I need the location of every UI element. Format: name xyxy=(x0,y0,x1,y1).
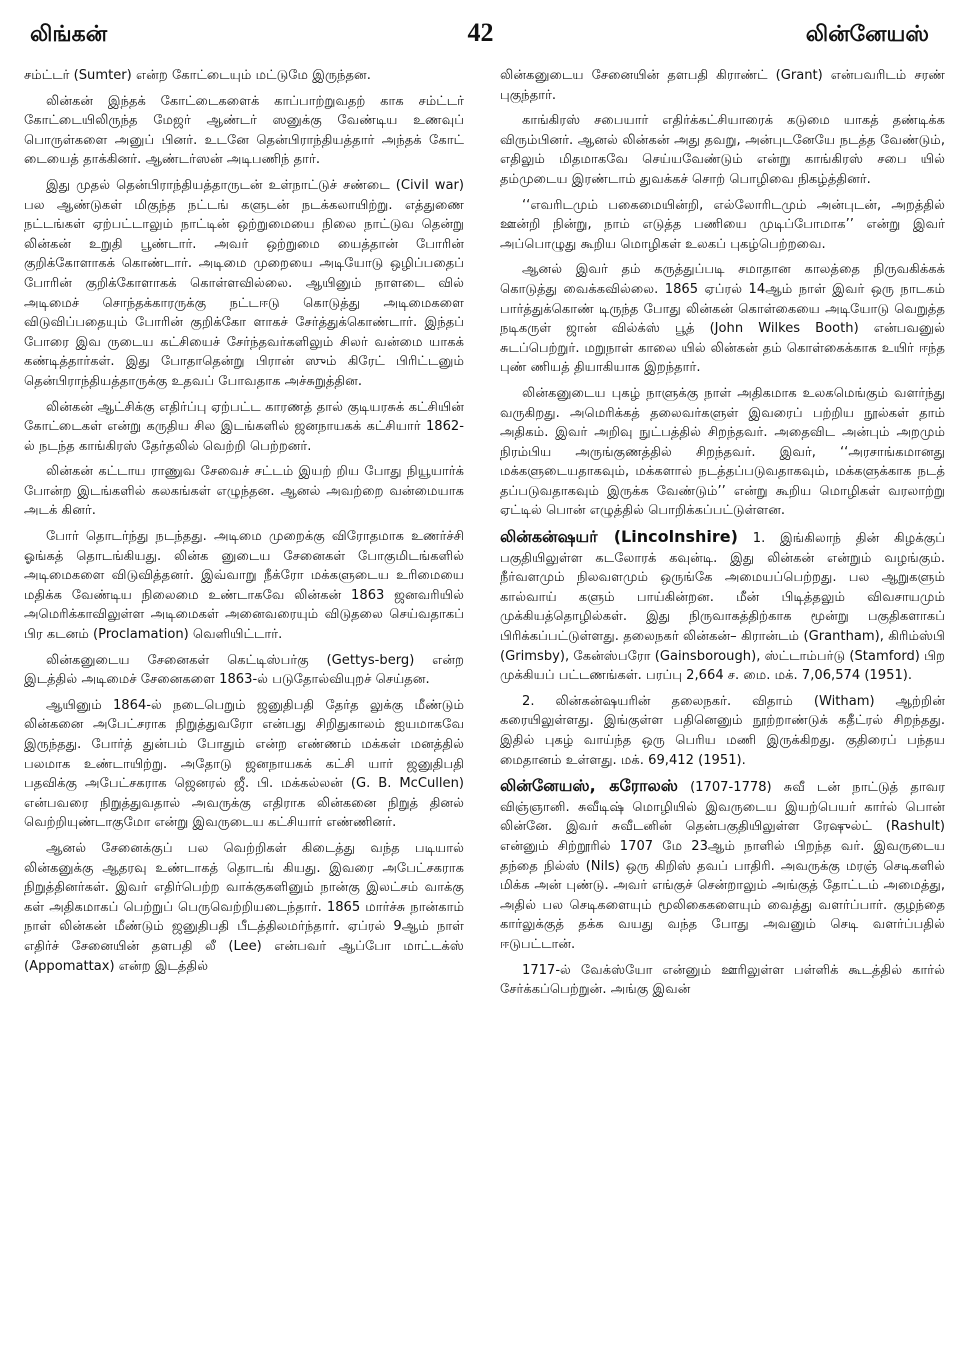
right-column xyxy=(500,66,945,1351)
paragraph: லின்கனுடைய புகழ் நாளுக்கு நாள் அதிகமாக உலகமெங்கும் வளர்ந்து வருகிறது. அமெரிக்கத் தலைவர்களுள் இவரைப் பற்றிய நூல்கள் தாம் அதிகம். இவர் அறிவு நுட்பத்தில் சிறந்தவர். அதைவிட அன்பும் அறமும் நிரம்பிய அருங்குணத்தில் சிறந்தவர். இவர், ‘‘அரசாங்கமானது மக்களுடையதாகவும், மக்களால் நடத்தப்படுவதாகவும், மக்களுக்காக நடத் தப்படுவதாகவும் இருக்க வேண்டும்’’ என்று கூறிய மொழிகள் வரலாற்று ஏட்டில் பொன் எழுத்தில் பொறிக்கப்பட்டுள்ளன. xyxy=(500,385,945,519)
running-head-right: லின்னேயஸ் xyxy=(805,22,929,47)
paragraph: லின்கன் இந்தக் கோட்டைகளைக் காப்பாற்றுவதற் காக சம்ட்டர் கோட்டையிலிருந்த மேஜர் ஆண்டர் ஸனுக்கு வேண்டிய உணவுப் பொருள்களை அனுப் பினர். உடனே தென்பிராந்தியத்தார் அந்தக் கோட் டையைத் தாக்கினர். ஆண்டர்ஸன் அடிபணிந் தார். xyxy=(24,93,464,168)
paragraph: லின்கனுடைய சேனைகள் கெட்டிஸ்பர்கு (Gettys-berg) என்ற இடத்தில் அடிமைச் சேனைகளை 1863-ல் படுதோல்வியுறச் செய்தன. xyxy=(24,652,464,688)
paragraph: 2. லின்கன்ஷயரின் தலைநகர். விதாம் (Witham) ஆற்றின் கரையிலுள்ளது. இங்குள்ள பதினெனும் நூற்றாண்டுக் கதீட்ரல் சிறந்தது. இதில் புகழ் வாய்ந்த ஒரு பெரிய மணி இருக்கிறது. குதிரைப் பந்தய மைதானம் உள்ளது. மக். 69,412 (1951). xyxy=(500,693,945,768)
page-header xyxy=(22,18,939,58)
paragraph: சம்ட்டர் (Sumter) என்ற கோட்டையும் மட்டுமே இருந்தன. xyxy=(24,68,371,83)
paragraph: ஆனல் இவர் தம் கருத்துப்படி சமாதான காலத்தை நிருவகிக்கக் கொடுத்து வைக்கவில்லை. 1865 ஏப்ரல் 14ஆம் நாள் இவர் ஒரு நாடகம் பார்த்துக்கொண் டிருந்த போது லின்கன் கொள்கையை அடியோடு வெறுத்த நடிகருள் ஜான் வில்க்ஸ் பூத் (John Wilkes Booth) என்பவனுல் சுடப்பெற்றுர். மறுநாள் காலை யில் லின்கன் தம் கொள்கைக்காக உயிர் ஈந்த புண் ணியத் தியாகியாக இறந்தார். xyxy=(500,262,945,376)
paragraph: லின்கன் ஆட்சிக்கு எதிர்ப்பு ஏற்பட்ட காரணத் தால் குடியரசுக் கட்சியின் கோட்டைகள் என்று கருதிய சில இடங்களில் ஜனநாயகக் கட்சியார் 1862-ல் நடந்த காங்கிரஸ் தேர்தலில் வெற்றி பெற்றனர். xyxy=(24,399,464,454)
paragraph: போர் தொடர்ந்து நடந்தது. அடிமை முறைக்கு விரோதமாக உணர்ச்சி ஓங்கத் தொடங்கியது. லின்க னுடைய சேனைகள் போகுமிடங்களில் அடிமைகளை விடுவித்தனர். இவ்வாறு நீக்ரோ மக்களுடைய உரிமையை மதிக்க வேண்டிய நிலைமை உண்டாகவே லின்கன் 1863 ஜனவரியில் அமெரிக்காவிலுள்ள அடிமைகள் அனைவரையும் விடுதலை செய்வதாகப் பிர கடனம் (Proclamation) வெளியிட்டார். xyxy=(24,529,464,643)
left-column xyxy=(24,66,464,1351)
paragraph: காங்கிரஸ் சபையார் எதிர்க்கட்சியாரைக் கடுமை யாகத் தண்டிக்க விரும்பினர். ஆனல் லின்கன் அது தவறு, அன்புடனேயே நடத்த வேண்டும், எதிலும் மிதமாகவே செய்யவேண்டும் என்று காங்கிரஸ் சபை யில் தம்முடைய இரண்டாம் துவக்கச் சொற் பொழிவை நிகழ்த்தினர். xyxy=(500,113,945,187)
entry-text: 1. இங்கிலாந் தின் கிழக்குப் பகுதியிலுள்ள கடலோரக் கவுன்டி. இது லின்கன் என்றும் வழங்கும். நீர்வளமும் நிலவளமும் ஒருங்கே அமையப்பெற்றது. பல ஆறுகளும் கால்வாய் களும் பாய்கின்றன. மீன் பிடித்தலும் விவசாயமும் முக்கியத்தொழில்கள். இது நிருவாகத்திற்காக மூன்று பகுதிகளாகப் பிரிக்கப்பட்டுள்ளது. தலைநகர் லின்கன்– கிரான்டம் (Grantham), கிரிம்ஸ்பி (Grimsby), கேன்ஸ்பரோ (Gainsborough), ஸ்ட்டாம்பர்டு (Stamford) பிற முக்கியப் பட்டணங்கள். பரப்பு 2,664 ச. மை. மக். 7,06,574 (1951). xyxy=(500,531,945,684)
paragraph: இது முதல் தென்பிராந்தியத்தாருடன் உள்நாட்டுச் சண்டை (Civil war) பல ஆண்டுகள் மிகுந்த நட்டங் களுடன் நடக்கலாயிற்று. எத்துணை நட்டங்கள் ஏற்பட்டாலும் நாட்டின் ஒற்றுமையை நிலை நாட்டுவ தென்று லின்கன் உறுதி பூண்டார். அவர் ஒற்றுமை யைத்தான் போரின் குறிக்கோளாகக் கொண்டார். அடிமை முறையை அடியோடு ஒழிப்பதைப் போரின் குறிக்கோளாகக் கொள்ளவில்லை. ஆயினும் நாளடை வில் அடிமைச் சொந்தக்காரருக்கு நட்டஈடு கொடுத்து அடிமைகளை விடுவிப்பதையும் போரின் குறிக்கோ ளாகச் சேர்த்துக்கொண்டார். இந்தப் போரை இவ ருடைய கட்சியைச் சேர்ந்தவர்களிலும் சிலர் வன்மை யாகக் கண்டித்தார்கள். இது போதாதென்று பிரான் ஸும் கிரேட் பிரிட்டனும் தென்பிராந்தியத்தாருக்கு உதவப் போவதாக அச்சுறுத்தின. xyxy=(24,177,464,389)
paragraph: ஆயினும் 1864-ல் நடைபெறும் ஜனுதிபதி தேர்த லுக்கு மீண்டும் லின்கனை அபேட்சராக நிறுத்துவரோ என்பது சிறிதுகாலம் ஐயமாகவே இருந்தது. போர்த் துன்பம் போதும் என்ற எண்ணம் மக்கள் மனத்தில் பலமாக உண்டாயிற்று. அதோடு ஜனநாயகக் கட்சி யார் ஜனுதிபதி பதவிக்கு அபேட்சகராக ஜெனரல் ஜீ. பி. மக்கல்லன் (G. B. McCullen) என்பவரை நிறுத்துவதால் அவருக்கு எதிராக லின்கனை நிறுத் தினல் வெற்றியுண்டாகுமோ என்று இவருடைய கட்சியார் எண்ணினர். xyxy=(24,697,464,831)
entry-headword: லின்னேயஸ், கரோலஸ் xyxy=(500,776,678,796)
entry-linnaeus xyxy=(500,776,945,954)
paragraph: லின்கனுடைய சேனையின் தளபதி கிராண்ட் (Grant) என்பவரிடம் சரண் புகுந்தார். xyxy=(500,68,945,103)
entry-lincolnshire xyxy=(500,527,945,686)
paragraph: 1717-ல் வேக்ஸ்யோ என்னும் ஊரிலுள்ள பள்ளிக் கூடத்தில் கார்ல் சேர்க்கப்பெற்றுன். அங்கு இவன் xyxy=(500,962,945,998)
page-number: 42 xyxy=(467,18,494,47)
entry-headword: லின்கன்ஷயர் (Lincolnshire) xyxy=(500,527,738,547)
entry-text: (1707-1778) சுவீ டன் நாட்டுத் தாவர விஞ்ஞானி. சுவீடிஷ் மொழியில் இவருடைய இயற்பெயர் கார்ல் பொன் லின்னே. இவர் சுவீடனின் தென்பகுதியிலுள்ள ரேஷுல்ட் (Rashult) என்னும் சிற்றூரில் 1707 மே 23ஆம் நாளில் பிறந்த வர். இவருடைய தந்தை நில்ஸ் (Nils) ஒரு கிறிஸ் தவப் பாதிரி. அவருக்கு மரஞ் செடிகளில் மிக்க அன் புண்டு. அவர் எங்குச் சென்றாலும் அங்குத் தோட்டம் அமைத்து, அதில் பல செடிகளையும் மூலிகைகளையும் வைத்து வளர்ப்பார். குழந்தை கார்லுக்குத் தக்க வயது வந்த போது அவனும் செடி வளர்ப்பதில் ஈடுபட்டான். xyxy=(500,780,945,952)
paragraph: ‘‘எவரிடமும் பகைமையின்றி, எல்லோரிடமும் அன்புடன், அறத்தில் ஊன்றி நின்று, நாம் எடுத்த பணியை முடிப்போமாக’’ என்று இவர் அப்பொழுது கூறிய மொழிகள் உலகப் புகழ்பெற்றவை. xyxy=(500,197,945,252)
paragraph: லின்கன் கட்டாய ராணுவ சேவைச் சட்டம் இயற் றிய போது நியூயார்க் போன்ற இடங்களில் கலகங்கள் எழுந்தன. ஆனல் அவற்றை வன்மையாக அடக் கினர். xyxy=(24,464,464,519)
paragraph: ஆனல் சேனைக்குப் பல வெற்றிகள் கிடைத்து வந்த படியால் லின்கனுக்கு ஆதரவு உண்டாகத் தொடங் கியது. இவரை அபேட்சகராக நிறுத்தினர்கள். இவர் எதிர்பெற்ற வாக்குகளினும் நான்கு இலட்சம் வாக்கு கள் அதிகமாகப் பெற்றுப் பெருவெற்றியடைந்தார். 1865 மார்ச்சு நான்காம் நாள் லின்கன் மீண்டும் ஜனுதிபதி பீடத்திலமர்ந்தார். ஏப்ரல் 9ஆம் நாள் எதிர்ச் சேனையின் தளபதி லீ (Lee) என்பவர் ஆப்போ மாட்டக்ஸ் (Appomattax) என்ற இடத்தில் xyxy=(24,840,464,974)
running-head-left: லிங்கன் xyxy=(30,22,108,47)
